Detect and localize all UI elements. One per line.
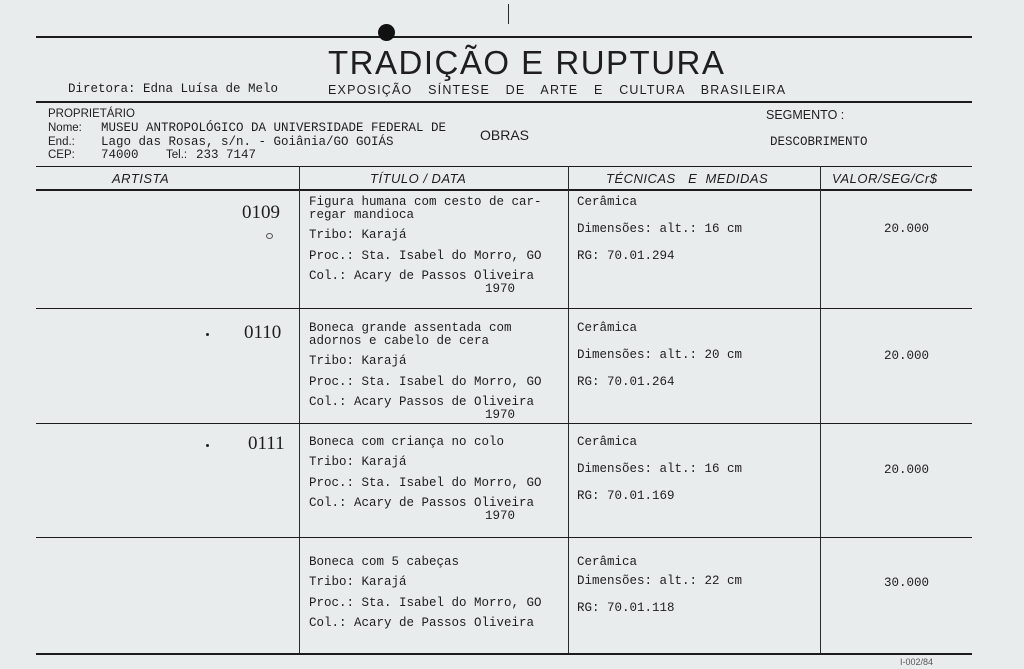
artwork-rg: RG: 70.01.169	[577, 489, 675, 503]
artwork-provenance: Proc.: Sta. Isabel do Morro, GO	[309, 375, 542, 389]
table-bottom-rule	[36, 653, 972, 655]
header-rule	[36, 101, 972, 103]
artwork-value: 20.000	[884, 463, 930, 477]
artwork-collector: Col.: Acary de Passos Oliveira	[309, 269, 535, 283]
artwork-year: 1970	[485, 509, 516, 523]
column-header-tech: TÉCNICAS E MEDIDAS	[606, 171, 769, 186]
artwork-year: 1970	[485, 282, 516, 296]
artwork-rg: RG: 70.01.118	[577, 601, 675, 615]
artwork-tribe: Tribo: Karajá	[309, 575, 407, 589]
punch-hole	[378, 24, 395, 41]
artwork-technique: Cerâmica	[577, 195, 638, 209]
segment-label: SEGMENTO :	[766, 108, 845, 122]
artwork-collector: Col.: Acary de Passos Oliveira	[309, 496, 535, 510]
artwork-tribe: Tribo: Karajá	[309, 228, 407, 242]
artwork-value: 20.000	[884, 349, 930, 363]
artwork-dimensions: Dimensões: alt.: 16 cm	[577, 222, 743, 236]
margin-dot	[206, 444, 209, 447]
column-header-artist: ARTISTA	[112, 171, 170, 186]
artwork-title: Boneca com criança no colo	[309, 435, 505, 449]
artwork-tribe: Tribo: Karajá	[309, 354, 407, 368]
owner-cep-value: 74000	[101, 148, 139, 162]
table-top-rule	[36, 166, 972, 167]
owner-name-label: Nome:	[48, 122, 82, 134]
owner-tel-value: 233 7147	[196, 148, 257, 162]
row-divider	[36, 537, 972, 538]
artwork-provenance: Proc.: Sta. Isabel do Morro, GO	[309, 249, 542, 263]
obras-label: OBRAS	[480, 127, 530, 143]
column-header-value: VALOR/SEG/Cr$	[832, 171, 938, 186]
owner-section-label: PROPRIETÁRIO	[48, 108, 135, 120]
catalog-number: 0111	[248, 433, 285, 454]
director-name: Diretora: Edna Luísa de Melo	[68, 82, 279, 96]
catalog-number: 0109	[242, 202, 280, 223]
page-subtitle: EXPOSIÇÃO SÍNTESE DE ARTE E CULTURA BRASILEIRA	[328, 83, 787, 97]
owner-name-value: MUSEU ANTROPOLÓGICO DA UNIVERSIDADE FEDERAL DE	[101, 121, 447, 135]
artwork-dimensions: Dimensões: alt.: 16 cm	[577, 462, 743, 476]
row-divider	[36, 308, 972, 309]
artwork-dimensions: Dimensões: alt.: 20 cm	[577, 348, 743, 362]
artwork-collector: Col.: Acary de Passos Oliveira	[309, 616, 535, 630]
column-divider	[820, 166, 821, 653]
artwork-technique: Cerâmica	[577, 555, 638, 569]
segment-value: DESCOBRIMENTO	[770, 135, 868, 149]
artwork-dimensions: Dimensões: alt.: 22 cm	[577, 574, 743, 588]
artwork-rg: RG: 70.01.294	[577, 249, 675, 263]
column-header-title: TÍTULO / DATA	[370, 171, 467, 186]
column-divider	[568, 166, 569, 653]
owner-address-value: Lago das Rosas, s/n. - Goiânia/GO GOIÁS	[101, 135, 394, 149]
artwork-value: 20.000	[884, 222, 930, 236]
row-divider	[36, 423, 972, 424]
catalog-number: 0110	[244, 322, 282, 343]
form-code: I-002/84	[900, 657, 934, 667]
artwork-collector: Col.: Acary Passos de Oliveira	[309, 395, 535, 409]
artwork-technique: Cerâmica	[577, 321, 638, 335]
owner-cep-label: CEP:	[48, 149, 75, 161]
page-title: TRADIÇÃO E RUPTURA	[328, 44, 726, 81]
artwork-title: adornos e cabelo de cera	[309, 334, 490, 348]
top-rule	[36, 36, 972, 38]
artwork-provenance: Proc.: Sta. Isabel do Morro, GO	[309, 596, 542, 610]
small-mark	[266, 233, 273, 239]
owner-address-label: End.:	[48, 136, 75, 148]
artwork-year: 1970	[485, 408, 516, 422]
artwork-title: regar mandioca	[309, 208, 415, 222]
artwork-technique: Cerâmica	[577, 435, 638, 449]
artwork-tribe: Tribo: Karajá	[309, 455, 407, 469]
artwork-title: Figura humana com cesto de car-	[309, 195, 542, 209]
artwork-title: Boneca com 5 cabeças	[309, 555, 460, 569]
margin-dot	[206, 333, 209, 336]
artwork-provenance: Proc.: Sta. Isabel do Morro, GO	[309, 476, 542, 490]
table-header-rule	[36, 189, 972, 191]
top-tick	[508, 4, 509, 24]
artwork-rg: RG: 70.01.264	[577, 375, 675, 389]
artwork-title: Boneca grande assentada com	[309, 321, 512, 335]
owner-tel-label: Tel.:	[166, 149, 188, 161]
artwork-value: 30.000	[884, 576, 930, 590]
column-divider	[299, 166, 300, 653]
